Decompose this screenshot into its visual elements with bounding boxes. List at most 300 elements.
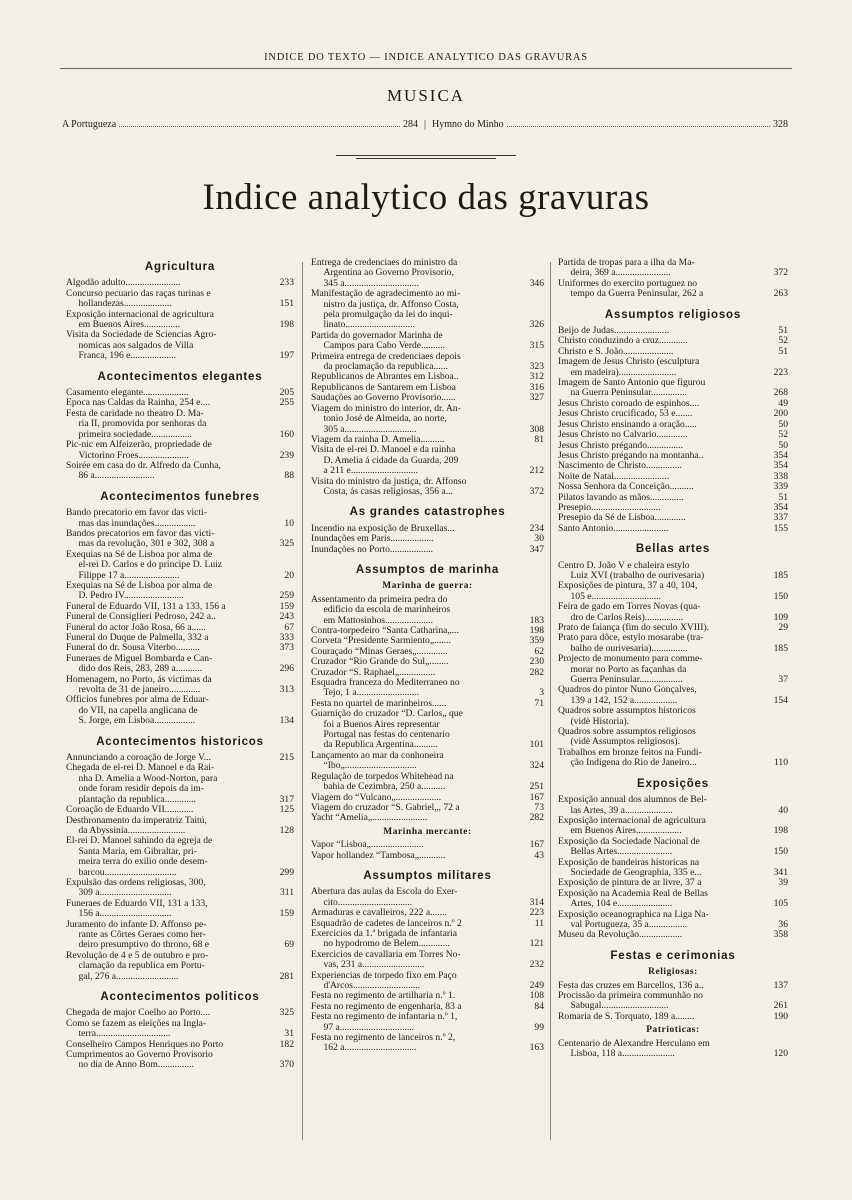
entry-page-number: 101 <box>529 739 544 751</box>
index-entry <box>311 813 544 823</box>
entry-page-number: 43 <box>534 849 544 861</box>
entry-text: Nossa Senhora da Conceição.......... <box>558 481 694 493</box>
column-divider <box>550 262 551 1140</box>
index-entry <box>66 805 294 815</box>
index-entry <box>311 289 544 331</box>
entry-page-number: 11 <box>534 917 544 929</box>
entry-text: Expulsão das ordens religiosas, 300, 309 a.............................. <box>66 876 206 899</box>
entry-text: Epoca nas Caldas da Rainha, 254 e.... <box>66 397 211 409</box>
index-entry <box>66 675 294 696</box>
entry-text: Jesus Christo prégando na montanha.. <box>558 449 704 461</box>
entry-page-number: 29 <box>778 622 788 633</box>
entry-page-number: 230 <box>529 656 544 668</box>
entry-text: Festa no regimento de artilharia n.º 1. <box>311 990 456 1002</box>
entry-page-number: 39 <box>778 877 788 889</box>
index-entry <box>558 581 788 602</box>
index-entry <box>558 524 788 534</box>
entry-text: Nascimento de Christo............... <box>558 460 682 472</box>
index-entry <box>311 352 544 373</box>
entry-page-number: 183 <box>529 614 544 626</box>
index-entry <box>311 404 544 435</box>
entry-page-number: 359 <box>529 635 544 647</box>
entry-text: Festa de caridade no theatro D. Ma- ria II, promovida por senhoras da primeira sociedade................. <box>66 407 207 440</box>
entry-page-number: 281 <box>279 970 294 982</box>
entry-text: Jesus Christo coroado de espinhos.... <box>558 397 700 409</box>
entry-text: Entrega de credenciaes do ministro da Argentina ao Governo Provisorio, 345 a............................... <box>311 257 458 289</box>
entry-text: Bando precatorio em favor das victi- mas das inundações................. <box>66 507 207 529</box>
entry-text: Incendio na exposição de Bruxellas... <box>311 522 455 534</box>
index-entry <box>558 795 788 816</box>
entry-page-number: 223 <box>529 907 544 919</box>
entry-text: Exposição oceanographica na Liga Na- val Portugueza, 35 a................ <box>558 908 709 930</box>
index-entry <box>558 482 788 492</box>
entry-page-number: 154 <box>773 694 788 706</box>
musica-entry-right <box>432 119 788 130</box>
index-entry <box>558 991 788 1012</box>
index-column-3 <box>558 258 788 1059</box>
entry-text: Festa no regimento de lanceiros n.º 2, 162 a.............................. <box>311 1032 456 1054</box>
index-entry <box>558 258 788 279</box>
index-entry <box>311 950 544 971</box>
entry-page-number: 223 <box>773 366 788 378</box>
entry-text: Exposições de pintura, 37 a 40, 104, 105 e............................. <box>558 580 698 602</box>
entry-text: Quadros sobre assumptos religiosos (vidè Assumptos religiosos). <box>558 726 696 748</box>
entry-page-number: 255 <box>279 397 294 409</box>
entry-page-number: 185 <box>773 569 788 581</box>
entry-page-number: 243 <box>279 611 294 623</box>
entry-page-number: 84 <box>534 1000 544 1012</box>
section-heading: Bellas artes <box>635 543 711 556</box>
column-divider <box>302 262 303 1140</box>
index-entry <box>311 445 544 476</box>
entry-text: Exequias na Sé de Lisboa por alma de el-rei D. Carlos e do principe D. Luiz Filippe 17 a....................... <box>66 548 223 581</box>
index-entry <box>311 331 544 352</box>
index-entry <box>66 289 294 310</box>
index-entry <box>311 258 544 289</box>
entry-text: Vapor hollandez “Tambosa„........... <box>311 849 446 861</box>
entry-page-number: 251 <box>529 781 544 793</box>
entry-page-number: 198 <box>279 319 294 331</box>
entry-text: Vapor “Lisboa„...................... <box>311 839 424 851</box>
entry-page-number: 315 <box>529 340 544 352</box>
index-entry <box>311 908 544 918</box>
entry-text: Conselheiro Campos Henriques no Porto <box>66 1038 224 1050</box>
entry-page-number: 333 <box>279 632 294 643</box>
index-entry <box>66 581 294 602</box>
entry-page-number: 314 <box>529 896 544 908</box>
index-entry <box>66 1050 294 1071</box>
entry-text: Festa no regimento de engenharia, 83 a <box>311 1000 462 1012</box>
entry-page-number: 249 <box>529 980 544 991</box>
entry-text: Casamento elegante................... <box>66 387 189 399</box>
entry-text: Exposição na Academia Real de Bellas Artes, 104 e....................... <box>558 887 708 910</box>
entry-text: Exposição de bandeiras historicas na Sociedade de Geographia, 335 e... <box>558 856 702 878</box>
index-entry <box>311 851 544 861</box>
entry-text: Partida do governador Marinha de Campos para Cabo Verde.......... <box>311 329 446 352</box>
index-entry <box>66 529 294 550</box>
entry-page-number: 347 <box>529 543 544 555</box>
entry-page-number: 338 <box>773 470 788 482</box>
index-entry <box>66 951 294 982</box>
entry-page-number: 134 <box>279 715 294 727</box>
entry-page-number: 313 <box>279 684 294 696</box>
entry-page-number: 339 <box>773 481 788 493</box>
entry-text: Funeral do actor João Rosa, 66 a...... <box>66 621 206 633</box>
musica-entry-page: 284 <box>403 119 418 130</box>
section-heading: Exposições <box>637 777 709 790</box>
index-entry <box>558 837 788 858</box>
entry-page-number: 205 <box>279 387 294 399</box>
entry-text: Romaria de S. Torquato, 189 a........ <box>558 1010 695 1022</box>
entry-text: Santo Antonio....................... <box>558 522 669 534</box>
entry-text: Quadros do pintor Nuno Gonçalves, 139 a 142, 152 a.................. <box>558 684 697 706</box>
index-column-2 <box>311 258 544 1054</box>
index-entry <box>66 409 294 440</box>
entry-page-number: 51 <box>778 325 788 337</box>
entry-page-number: 323 <box>529 361 544 373</box>
index-entry <box>558 279 788 300</box>
entry-text: Presepio da Sé de Lisboa............. <box>558 512 686 524</box>
entry-text: Visita do ministro da justiça, dr. Affonso Costa, ás casas religiosas, 356 a... <box>311 475 467 497</box>
index-entry <box>558 685 788 706</box>
entry-page-number: 3 <box>539 687 544 699</box>
index-entry <box>558 748 788 769</box>
musica-entry-left <box>62 119 418 130</box>
musica-entries <box>62 119 788 130</box>
entry-text: Algodão adulto....................... <box>66 277 181 289</box>
entry-page-number: 372 <box>773 267 788 279</box>
leader-dots <box>507 126 770 127</box>
entry-text: Centro D. João V e chaleira estylo Luiz XVI (trabalho de ourivesaria) <box>558 559 705 581</box>
entry-text: Exercicios de cavallaria em Torres No- vas, 231 a.......................... <box>311 948 461 971</box>
entry-page-number: 311 <box>279 887 294 899</box>
divider-rule <box>336 155 516 156</box>
entry-text: Abertura das aulas da Escola do Exer- cito............................... <box>311 886 458 908</box>
section-heading: As grandes catastrophes <box>349 506 506 519</box>
index-entry <box>311 477 544 498</box>
entry-page-number: 354 <box>773 501 788 513</box>
entry-page-number: 296 <box>279 663 294 675</box>
entry-text: Funeral do Duque de Palmella, 332 a <box>66 632 209 643</box>
entry-page-number: 239 <box>279 449 294 461</box>
section-heading: Acontecimentos politicos <box>100 991 260 1003</box>
index-entry <box>311 1012 544 1033</box>
entry-page-number: 233 <box>279 277 294 289</box>
entry-page-number: 282 <box>529 812 544 824</box>
entry-page-number: 160 <box>279 428 294 440</box>
entry-page-number: 50 <box>778 418 788 430</box>
entry-text: Juramento do infante D. Affonso pe- rante as Côrtes Geraes como her- deiro presumptivo do throno, 68 e <box>66 918 210 951</box>
entry-text: El-rei D. Manoel sahindo da egreja de Santa Maria, em Gibraltar, pri- meira terra do exilio onde desem- barcou.............................. <box>66 835 213 878</box>
entry-text: Viagem do ministro do interior, dr. An- tonio José de Almeida, ao norte, 305 a.............................. <box>311 402 461 435</box>
entry-text: Pilatos lavando as mãos.............. <box>558 491 684 503</box>
entry-text: Viagem do cruzador “S. Gabriel„, 72 a <box>311 801 460 813</box>
entry-page-number: 125 <box>279 804 294 816</box>
entry-page-number: 370 <box>279 1059 294 1071</box>
entry-page-number: 167 <box>529 791 544 803</box>
section-heading: Acontecimentos elegantes <box>97 370 263 383</box>
entry-text: Quadros sobre assumptos historicos (vidè Historia). <box>558 705 696 727</box>
index-entry <box>558 602 788 623</box>
entry-page-number: 159 <box>279 600 294 612</box>
index-entry <box>558 357 788 378</box>
section-heading: Assumptos de marinha <box>355 563 500 576</box>
entry-page-number: 197 <box>279 350 294 362</box>
index-entry <box>311 1033 544 1054</box>
entry-text: Exposição internacional de agricultura em Buenos Aires............... <box>66 308 214 331</box>
entry-text: Republicanos de Abrantes em Lisboa.. <box>311 371 459 383</box>
entry-text: Presepio............................. <box>558 501 661 513</box>
entry-page-number: 190 <box>773 1010 788 1022</box>
entry-text: Experiencias de torpedo fixo em Paço d'Arcos............................ <box>311 969 457 991</box>
entry-page-number: 325 <box>279 1007 294 1019</box>
entry-text: Visita da Sociedade de Sciencias Agro- nomicas aos salgados de Villa Franca, 196 e................... <box>66 329 217 362</box>
entry-page-number: 121 <box>529 938 544 950</box>
entry-text: Saudações ao Governo Provisorio...... <box>311 392 456 404</box>
entry-page-number: 325 <box>279 538 294 550</box>
entry-text: Viagem da rainha D. Amelia.......... <box>311 433 445 445</box>
entry-text: Festa no quartel de marinheiros...... <box>311 697 447 709</box>
entry-text: Trabalhos em bronze feitos na Fundi- ção Indigena do Rio de Janeiro... <box>558 746 702 769</box>
entry-text: Armaduras e cavalleiros, 222 a....... <box>311 907 447 919</box>
entry-page-number: 30 <box>534 533 544 545</box>
entry-text: Festa das cruzes em Barcellos, 136 a.. <box>558 979 704 991</box>
index-entry <box>558 654 788 685</box>
entry-text: Imagem de Santo Antonio que figurou na Guerra Peninsular............... <box>558 377 706 399</box>
index-entry <box>66 763 294 805</box>
entry-page-number: 73 <box>534 801 544 813</box>
entry-text: Visita de el-rei D. Manoel e da rainha D. Amelia á cidade da Guarda, 209 a 211 e............................ <box>311 444 459 477</box>
index-entry <box>66 310 294 331</box>
entry-page-number: 324 <box>529 760 544 772</box>
entry-page-number: 40 <box>778 804 788 816</box>
entry-page-number: 354 <box>773 449 788 461</box>
entry-text: Cruzador “S. Raphael„............... <box>311 666 436 678</box>
entry-text: Exposição annual dos alumnos de Bel- las Artes, 39 a.................... <box>558 794 707 816</box>
musica-heading: MUSICA <box>386 86 466 105</box>
entry-text: Jesus Christo prégando............... <box>558 439 683 451</box>
index-entry <box>311 971 544 992</box>
entry-page-number: 282 <box>529 666 544 678</box>
running-header: INDICE DO TEXTO — INDICE ANALYTICO DAS GRAVURAS <box>264 52 588 63</box>
index-entry <box>66 550 294 581</box>
entry-text: Jesus Christo no Calvario............. <box>558 429 688 441</box>
entry-page-number: 200 <box>773 408 788 420</box>
index-entry <box>311 751 544 772</box>
entry-text: Esquadra franceza do Mediterraneo no Tejo, 1 a.......................... <box>311 677 460 699</box>
section-heading: Festas e cerimonias <box>610 949 736 962</box>
section-heading: Assumptos militares <box>363 869 492 882</box>
section-heading: Assumptos religiosos <box>604 308 742 321</box>
entry-page-number: 198 <box>529 625 544 636</box>
musica-entry-label: Hymno do Minho <box>432 119 504 130</box>
entry-page-number: 317 <box>279 793 294 805</box>
entry-text: Cruzador “Rio Grande do Sul„........ <box>311 656 449 668</box>
index-entry <box>66 920 294 951</box>
entry-page-number: 137 <box>773 979 788 991</box>
entry-page-number: 67 <box>284 621 294 633</box>
entry-page-number: 150 <box>773 590 788 602</box>
index-entry <box>558 430 788 440</box>
entry-text: Exequias na Sé de Lisboa por alma de D. Pedro IV......................... <box>66 579 213 602</box>
leader-dots <box>119 126 400 127</box>
index-entry <box>311 929 544 950</box>
index-entry <box>66 878 294 899</box>
musica-entry-page: 328 <box>773 119 789 130</box>
index-entry <box>311 709 544 751</box>
entry-page-number: 308 <box>529 423 544 435</box>
entry-page-number: 299 <box>279 866 294 878</box>
entry-text: Inundações em Paris.................. <box>311 533 434 545</box>
index-entry <box>311 595 544 626</box>
entry-page-number: 354 <box>773 460 788 472</box>
entry-page-number: 182 <box>279 1038 294 1050</box>
entry-page-number: 109 <box>773 611 788 623</box>
entry-text: Exercicios da 1.ª brigada de infantaria no hypodromo de Belem............. <box>311 927 457 950</box>
entry-page-number: 234 <box>529 522 544 534</box>
entry-text: Viagem do “Vulcano„................... <box>311 791 442 803</box>
entry-page-number: 263 <box>773 288 788 300</box>
entry-page-number: 128 <box>279 824 294 836</box>
entry-text: Lançamento ao mar da conhoneira “Ibo„.............................. <box>311 749 444 772</box>
entry-page-number: 50 <box>778 439 788 451</box>
entry-page-number: 71 <box>534 697 544 709</box>
entry-page-number: 150 <box>773 846 788 858</box>
entry-text: Feira de gado em Torres Novas (qua- dro de Carlos Reis)................ <box>558 601 701 623</box>
subsection-heading: Patrioticas: <box>646 1025 700 1036</box>
index-entry <box>558 910 788 931</box>
entry-page-number: 261 <box>773 1000 788 1012</box>
entry-text: Funeraes de Eduardo VII, 131 a 133, 156 a.............................. <box>66 897 208 920</box>
entry-page-number: 212 <box>529 465 544 477</box>
index-entry <box>311 840 544 850</box>
entry-text: Uniformes do exercito portuguez no tempo da Guerra Peninsular, 262 a <box>558 277 704 300</box>
entry-page-number: 232 <box>529 959 544 971</box>
index-entry <box>66 654 294 675</box>
entry-text: Prato para dôce, estylo mosarabe (tra- balho de ourivesaria)............... <box>558 632 704 654</box>
entry-text: Manifestação de agradecimento ao mi- nistro da justiça, dr. Affonso Costa, pela promulgação da lei do inqui- linato............................. <box>311 288 461 331</box>
entry-text: Concurso pecuario das raças turinas e hollandezas.................... <box>66 287 211 310</box>
entry-text: Contra-torpedeiro “Santa Catharina„... <box>311 625 459 636</box>
index-entry <box>66 508 294 529</box>
entry-text: Revolução de 4 e 5 de outubro e pro- clamação da republica em Portu- gal, 276 a.......................... <box>66 949 209 982</box>
entry-text: Funeraes de Miguel Bombarda e Can- dido dos Reis, 283, 289 a........... <box>66 652 213 675</box>
index-entry <box>66 816 294 837</box>
entry-page-number: 337 <box>773 512 788 524</box>
entry-text: Exposição de pintura de ar livre, 37 a <box>558 877 702 889</box>
entry-text: Esquadrão de cadetes de lanceiros n.º 2 <box>311 917 462 929</box>
entry-page-number: 326 <box>529 319 544 331</box>
entry-text: Prato de faiança (fim do seculo XVIII). <box>558 622 710 633</box>
index-entry <box>558 1039 788 1060</box>
subsection-heading: Marinha mercante: <box>383 826 472 837</box>
entry-text: Regulação de torpedos Whitehead na bahia de Cezimbra, 250 a.......... <box>311 770 454 793</box>
index-entry <box>558 378 788 399</box>
entry-text: Partida de tropas para a ilha da Ma- deira, 369 a....................... <box>558 257 695 279</box>
index-entry <box>558 889 788 910</box>
entry-page-number: 312 <box>529 371 544 383</box>
entry-text: Pic-nic em Alfeizerão, propriedade de Victorino Froes..................... <box>66 439 212 461</box>
entry-text: Desthronamento da imperatriz Taitú, da Abyssinia........................ <box>66 814 207 836</box>
entry-page-number: 10 <box>284 517 294 529</box>
entry-text: Bandos precatorios em favor das victi- mas da revolução, 301 e 302, 308 a <box>66 527 215 550</box>
entry-text: Chegada de el-rei D. Manoel e da Rai- nha D. Amelia a Wood-Norton, para onde foram residir depois da im- plantação da republica............. <box>66 762 218 805</box>
entry-page-number: 49 <box>778 397 788 409</box>
index-entry <box>66 695 294 726</box>
index-entry <box>558 633 788 654</box>
index-entry <box>311 545 544 555</box>
entry-text: Jesus Christo crucificado, 53 e....... <box>558 408 693 420</box>
section-heading: Acontecimentos funebres <box>100 490 260 503</box>
index-entry <box>558 1012 788 1022</box>
entry-text: Assentamento da primeira pedra do edificio da escola de marinheiros em Mattosinhos.................... <box>311 593 451 626</box>
entry-text: Exposição internacional de agricultura em Buenos Aires................... <box>558 814 706 837</box>
entry-text: Inundações no Porto.................. <box>311 543 434 555</box>
entry-page-number: 120 <box>773 1048 788 1060</box>
entry-page-number: 37 <box>778 674 788 686</box>
entry-text: Homenagem, no Porto, ás victimas da revolta de 31 de janeiro............. <box>66 673 212 696</box>
index-entry <box>558 706 788 727</box>
entry-text: Corveta “Presidente Sarmiento„....... <box>311 635 451 647</box>
entry-text: Cumprimentos ao Governo Provisorio no dia de Anno Bom............... <box>66 1049 213 1071</box>
entry-page-number: 198 <box>773 825 788 837</box>
entry-page-number: 372 <box>529 485 544 497</box>
index-entry <box>558 858 788 879</box>
entry-text: Procissão da primeira communhão no Sabugal............................ <box>558 990 703 1012</box>
musica-separator: | <box>424 119 427 130</box>
index-entry <box>558 930 788 940</box>
entry-text: Como se fazem as eleições na Ingla- terra............................... <box>66 1017 207 1040</box>
index-entry <box>66 836 294 878</box>
entry-page-number: 373 <box>279 642 294 654</box>
entry-text: Exposição da Sociedade Nacional de Bellas Artes....................... <box>558 835 700 858</box>
entry-text: Centenario de Alexandre Herculano em Lisboa, 118 a...................... <box>558 1037 710 1060</box>
index-entry <box>311 678 544 699</box>
index-entry <box>311 534 544 544</box>
entry-page-number: 69 <box>284 939 294 951</box>
entry-page-number: 62 <box>534 645 544 657</box>
entry-page-number: 259 <box>279 590 294 602</box>
entry-page-number: 105 <box>773 898 788 910</box>
entry-page-number: 215 <box>279 752 294 764</box>
entry-text: Soirée em casa do dr. Alfredo da Cunha, 86 a......................... <box>66 459 221 482</box>
entry-page-number: 167 <box>529 839 544 851</box>
entry-text: Officios funebres por alma de Eduar- do VII, na capella anglicana de S. Jorge, em Lisboa................. <box>66 694 209 727</box>
entry-text: Festa no regimento de infantaria n.º 1, 97 a............................... <box>311 1011 458 1033</box>
entry-text: Funeral de Consiglieri Pedroso, 242 a.. <box>66 611 216 623</box>
entry-text: Christo conduzindo a cruz............ <box>558 335 688 347</box>
entry-page-number: 99 <box>534 1021 544 1033</box>
entry-page-number: 88 <box>284 470 294 482</box>
entry-page-number: 159 <box>279 908 294 920</box>
index-entry <box>66 330 294 361</box>
index-entry <box>311 772 544 793</box>
index-entry <box>66 440 294 461</box>
entry-page-number: 346 <box>529 277 544 289</box>
entry-page-number: 81 <box>534 433 544 445</box>
page-title: Indice analytico das gravuras <box>202 177 650 218</box>
section-heading: Agricultura <box>144 261 216 273</box>
entry-page-number: 163 <box>529 1042 544 1054</box>
entry-text: Christo e S. João..................... <box>558 345 674 357</box>
entry-text: Couraçado “Minas Geraes„............. <box>311 645 448 657</box>
entry-page-number: 268 <box>773 387 788 399</box>
entry-page-number: 108 <box>529 990 544 1002</box>
entry-page-number: 358 <box>773 929 788 941</box>
entry-page-number: 36 <box>778 918 788 930</box>
entry-text: Noite de Natal....................... <box>558 470 670 482</box>
entry-page-number: 316 <box>529 381 544 393</box>
